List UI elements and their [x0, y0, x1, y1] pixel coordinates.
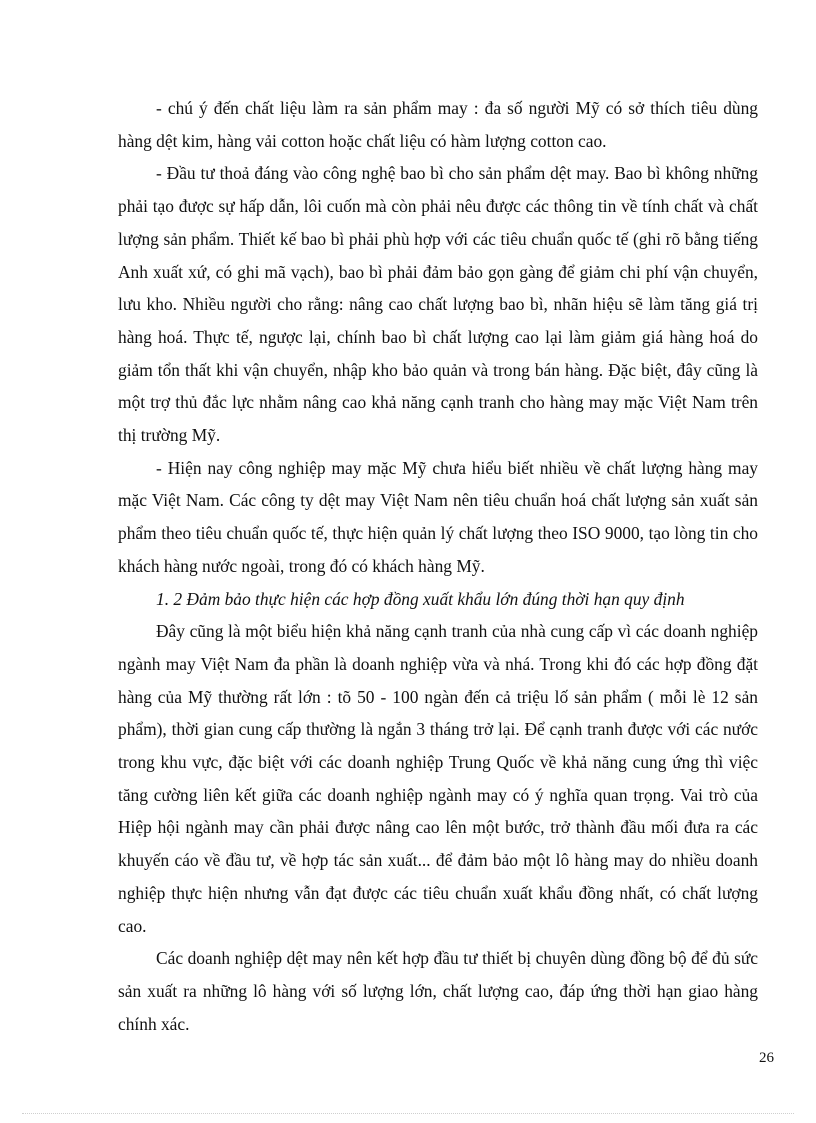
paragraph-material: - chú ý đến chất liệu làm ra sản phẩm may : đa số người Mỹ có sở thích tiêu dùng hàng dệt kim, hàng vải cotton hoặc chất liệu có hàm lượng cotton cao. — [118, 98, 758, 151]
paragraph-packaging: - Đầu tư thoả đáng vào công nghệ bao bì cho sản phẩm dệt may. Bao bì không những phải tạo được sự hấp dẫn, lôi cuốn mà còn phải nêu được các thông tin về tính chất và chất lượng sản phẩm. Thiết kế bao bì phải phù hợp với các tiêu chuẩn quốc tế (ghi rõ bằng tiếng Anh xuất xứ, có ghi mã vạch), bao bì phải đảm bảo gọn gàng để giảm chi phí vận chuyển, lưu kho. Nhiều người cho rằng: nâng cao chất lượng bao bì, nhãn hiệu sẽ làm tăng giá trị hàng hoá. Thực tế, ngược lại, chính bao bì chất lượng cao lại làm giảm giá hàng hoá do giảm tổn thất khi vận chuyển, nhập kho bảo quản và trong bán hàng. Đặc biệt, đây cũng là một trợ thủ đắc lực nhằm nâng cao khả năng cạnh tranh cho hàng may mặc Việt Nam trên thị trường Mỹ. — [118, 163, 758, 446]
page-body — [118, 92, 758, 1040]
footer-divider — [22, 1113, 794, 1114]
section-heading: 1. 2 Đảm bảo thực hiện các hợp đồng xuất khẩu lớn đúng thời hạn quy định — [156, 588, 685, 609]
page-number: 26 — [759, 1050, 774, 1066]
paragraph-quality-standard: - Hiện nay công nghiệp may mặc Mỹ chưa hiểu biết nhiều về chất lượng hàng may mặc Việt Nam. Các công ty dệt may Việt Nam nên tiêu chuẩn hoá chất lượng sản xuất sản phẩm theo tiêu chuẩn quốc tế, thực hiện quản lý chất lượng theo ISO 9000, tạo lòng tin cho khách hàng nước ngoài, trong đó có khách hàng Mỹ. — [118, 457, 758, 576]
paragraph-competitiveness: Đây cũng là một biểu hiện khả năng cạnh tranh của nhà cung cấp vì các doanh nghiệp ngành may Việt Nam đa phần là doanh nghiệp vừa và nhá. Trong khi đó các hợp đồng đặt hàng của Mỹ thường rất lớn : tõ 50 - 100 ngàn đến cả triệu lố sản phẩm ( mỗi lè 12 sản phẩm), thời gian cung cấp thường là ngắn 3 tháng trở lại. Để cạnh tranh được với các nước trong khu vực, đặc biệt với các doanh nghiệp Trung Quốc về khả năng cung ứng thì việc tăng cường liên kết giữa các doanh nghiệp ngành may có ý nghĩa quan trọng. Vai trò của Hiệp hội ngành may cần phải được nâng cao lên một bước, trở thành đầu mối đưa ra các khuyến cáo về đầu tư, về hợp tác sản xuất... để đảm bảo một lô hàng may do nhiều doanh nghiệp thực hiện nhưng vẫn đạt được các tiêu chuẩn xuất khẩu đồng nhất, có chất lượng cao. — [118, 621, 758, 936]
paragraph-equipment: Các doanh nghiệp dệt may nên kết hợp đầu tư thiết bị chuyên dùng đồng bộ để đủ sức sản xuất ra những lô hàng với số lượng lớn, chất lượng cao, đáp ứng thời hạn giao hàng chính xác. — [118, 948, 758, 1034]
